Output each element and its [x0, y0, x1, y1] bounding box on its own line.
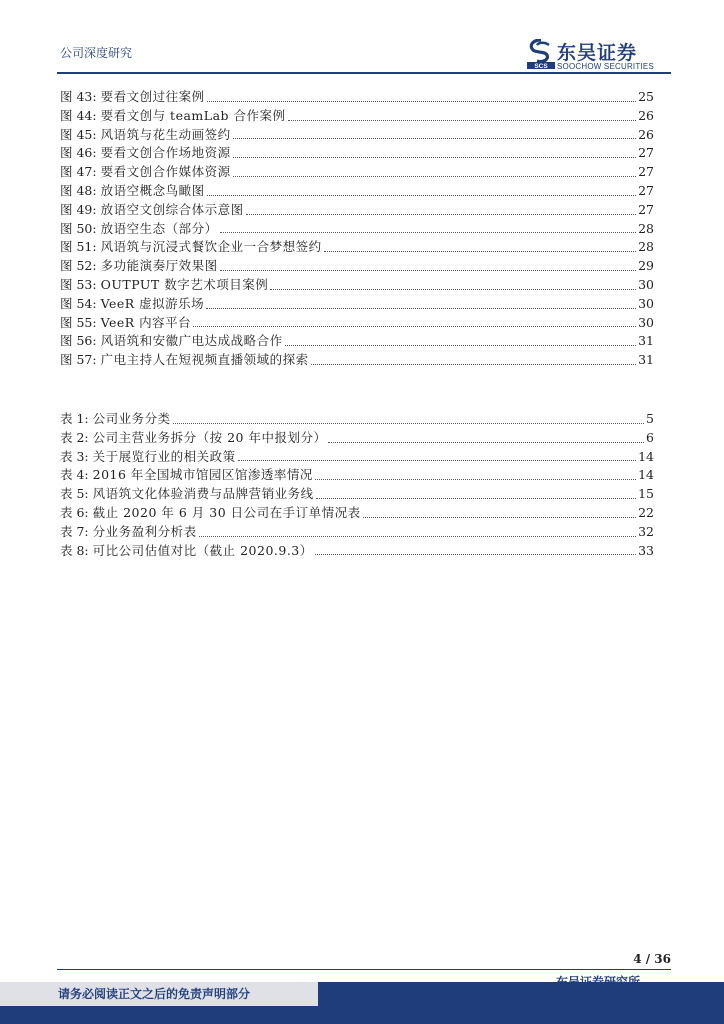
figure-page: 28 [638, 220, 654, 236]
table-entry[interactable] [60, 410, 654, 429]
figure-title: 风语筑与花生动画签约 [100, 126, 231, 142]
leader-dots [315, 479, 636, 480]
figure-title: 要看文创过往案例 [100, 89, 205, 104]
header-divider [57, 72, 671, 74]
figure-label: 图 44: [60, 107, 97, 123]
footer-band-dark-right [318, 982, 724, 1006]
footer-disclaimer: 请务必阅读正文之后的免责声明部分 [58, 987, 251, 1001]
figure-entry[interactable] [60, 314, 654, 333]
table-page: 15 [638, 486, 654, 502]
figure-title: VeeR 内容平台 [100, 314, 192, 330]
table-title: 公司业务分类 [92, 411, 171, 426]
figure-title: 要看文创合作场地资源 [100, 145, 231, 161]
figure-entry[interactable] [60, 163, 654, 182]
figure-entry[interactable] [60, 182, 654, 201]
table-entry[interactable] [60, 523, 654, 542]
figure-entry[interactable] [60, 107, 654, 126]
figure-page: 29 [638, 258, 654, 274]
report-section-label: 公司深度研究 [60, 46, 133, 60]
leader-dots [207, 101, 637, 102]
figure-entry[interactable] [60, 88, 654, 107]
figure-title: VeeR 虚拟游乐场 [100, 295, 205, 311]
table-title: 风语筑文化体验消费与品牌营销业务线 [92, 486, 314, 502]
figure-entry[interactable] [60, 201, 654, 220]
table-entry[interactable] [60, 466, 654, 485]
figure-entry[interactable] [60, 257, 654, 276]
leader-dots [220, 232, 637, 233]
leader-dots [220, 270, 637, 271]
figure-label: 图 56: [60, 333, 97, 349]
table-title: 可比公司估值对比（截止 2020.9.3） [92, 542, 313, 558]
table-page: 14 [638, 467, 654, 483]
table-page: 22 [638, 504, 654, 520]
table-label: 表 7: [60, 523, 89, 539]
table-label: 表 5: [60, 486, 89, 502]
leader-dots [233, 176, 637, 177]
figure-label: 图 45: [60, 126, 97, 142]
leader-dots [316, 498, 636, 499]
figure-entry[interactable] [60, 238, 654, 257]
leader-dots [311, 364, 637, 365]
table-title: 公司主营业务拆分（按 20 年中报划分） [92, 429, 327, 445]
table-entry[interactable] [60, 429, 654, 448]
footer-band-dark [0, 1006, 724, 1024]
figure-label: 图 43: [60, 89, 97, 104]
leader-dots [199, 536, 636, 537]
figure-page: 30 [638, 276, 654, 292]
figure-title: 广电主持人在短视频直播领域的探索 [100, 352, 309, 368]
figure-label: 图 52: [60, 258, 97, 274]
figure-page: 30 [638, 314, 654, 330]
leader-dots [173, 423, 644, 424]
table-page: 33 [638, 542, 654, 558]
leader-dots [207, 195, 637, 196]
logo-english-name: SOOCHOW SECURITIES [557, 62, 654, 71]
figure-label: 图 57: [60, 352, 97, 368]
figure-page: 27 [638, 164, 654, 180]
figure-title: 放语空概念鸟瞰图 [100, 182, 205, 198]
figure-label: 图 47: [60, 164, 97, 180]
table-entry[interactable] [60, 485, 654, 504]
table-label: 表 2: [60, 429, 89, 445]
table-label: 表 3: [60, 448, 89, 464]
table-page: 5 [646, 411, 654, 426]
table-title: 关于展览行业的相关政策 [92, 448, 236, 464]
table-label: 表 1: [60, 411, 89, 426]
page-number: 4 / 36 [633, 952, 671, 966]
figure-label: 图 51: [60, 239, 97, 255]
figure-index-list [60, 88, 654, 370]
footer-divider [57, 969, 671, 970]
figure-entry[interactable] [60, 276, 654, 295]
logo-chinese-name: 东吴证券 [557, 42, 638, 64]
figure-entry[interactable] [60, 220, 654, 239]
figure-entry[interactable] [60, 351, 654, 370]
figure-label: 图 55: [60, 314, 97, 330]
figure-page: 30 [638, 295, 654, 311]
figure-page: 25 [638, 89, 654, 104]
logo-mark-text: SCS [534, 63, 548, 69]
figure-title: 要看文创与 teamLab 合作案例 [100, 107, 286, 123]
company-logo [527, 38, 677, 72]
table-page: 14 [638, 448, 654, 464]
table-label: 表 6: [60, 504, 89, 520]
figure-label: 图 49: [60, 201, 97, 217]
figure-entry[interactable] [60, 332, 654, 351]
table-entry[interactable] [60, 504, 654, 523]
figure-title: 放语空生态（部分） [100, 220, 218, 236]
figure-page: 27 [638, 201, 654, 217]
table-label: 表 4: [60, 467, 89, 483]
leader-dots [315, 554, 636, 555]
leader-dots [233, 157, 637, 158]
figure-title: OUTPUT 数字艺术项目案例 [100, 276, 269, 292]
figure-title: 放语空文创综合体示意图 [100, 201, 244, 217]
figure-title: 风语筑与沉浸式餐饮企业一合梦想签约 [100, 239, 322, 255]
leader-dots [246, 214, 637, 215]
leader-dots [193, 326, 636, 327]
figure-entry[interactable] [60, 295, 654, 314]
leader-dots [363, 517, 636, 518]
leader-dots [288, 120, 637, 121]
leader-dots [324, 251, 637, 252]
figure-label: 图 46: [60, 145, 97, 161]
leader-dots [285, 345, 637, 346]
leader-dots [270, 289, 636, 290]
figure-label: 图 48: [60, 182, 97, 198]
table-label: 表 8: [60, 542, 89, 558]
figure-title: 要看文创合作媒体资源 [100, 164, 231, 180]
table-entry[interactable] [60, 448, 654, 467]
figure-page: 27 [638, 182, 654, 198]
figure-entry[interactable] [60, 126, 654, 145]
figure-page: 28 [638, 239, 654, 255]
leader-dots [206, 308, 636, 309]
table-entry[interactable] [60, 542, 654, 561]
figure-title: 风语筑和安徽广电达成战略合作 [100, 333, 283, 349]
leader-dots [233, 138, 637, 139]
figure-title: 多功能演奏厅效果图 [100, 258, 218, 274]
figure-page: 27 [638, 145, 654, 161]
figure-label: 图 54: [60, 295, 97, 311]
table-page: 32 [638, 523, 654, 539]
logo-mark-icon [527, 39, 555, 69]
figure-entry[interactable] [60, 144, 654, 163]
table-page: 6 [646, 429, 654, 445]
figure-label: 图 50: [60, 220, 97, 236]
figure-page: 31 [638, 352, 654, 368]
table-title: 分业务盈利分析表 [92, 523, 197, 539]
figure-page: 31 [638, 333, 654, 349]
leader-dots [328, 442, 644, 443]
table-title: 2016 年全国城市馆园区馆渗透率情况 [92, 467, 313, 483]
table-title: 截止 2020 年 6 月 30 日公司在手订单情况表 [92, 504, 361, 520]
figure-page: 26 [638, 107, 654, 123]
leader-dots [238, 460, 636, 461]
figure-label: 图 53: [60, 276, 97, 292]
table-index-list [60, 410, 654, 560]
figure-page: 26 [638, 126, 654, 142]
